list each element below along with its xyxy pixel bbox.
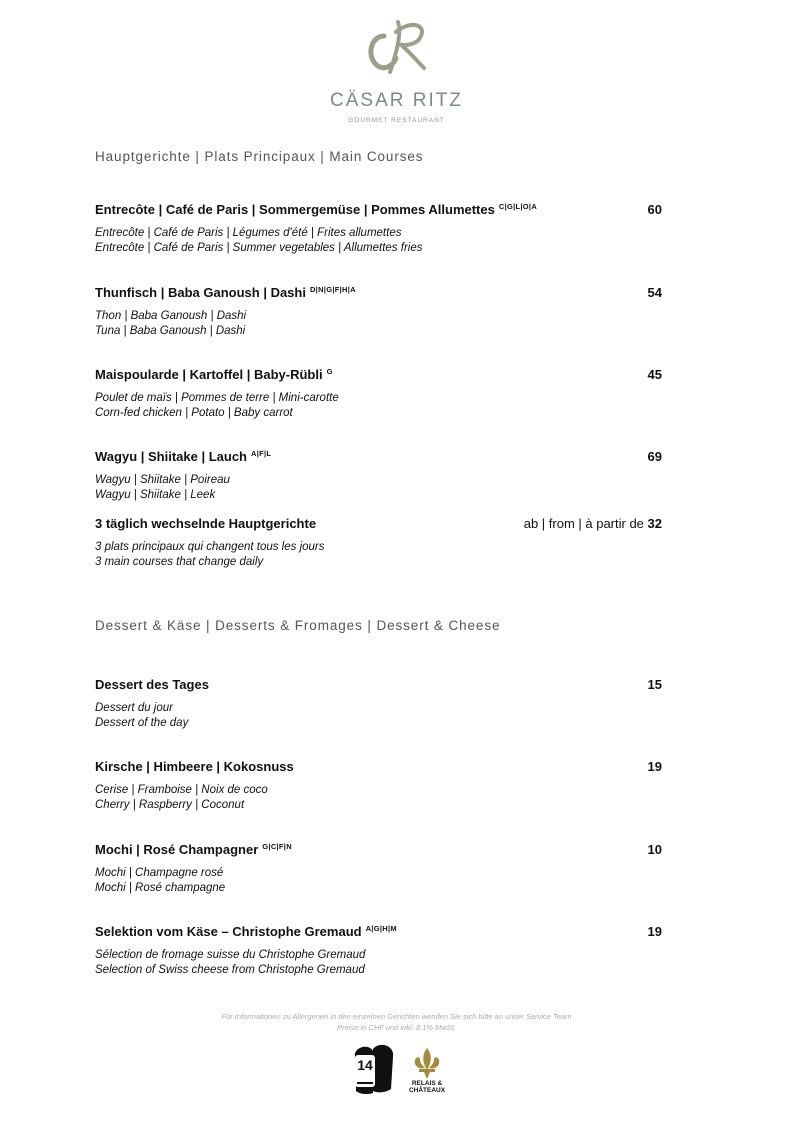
item-description bbox=[95, 540, 662, 570]
item-name: Dessert des Tages bbox=[95, 677, 209, 692]
item-name: 3 täglich wechselnde Hauptgerichte bbox=[95, 516, 317, 531]
fleur-de-lis-icon bbox=[404, 1046, 450, 1080]
item-name: Maispoularde | Kartoffel | Baby-Rübli $^G$ bbox=[95, 367, 333, 382]
item-description-en: Wagyu | Shiitake | Leek bbox=[95, 489, 216, 501]
menu-item bbox=[95, 677, 662, 731]
item-description-en: Selection of Swiss cheese from Christophe Gremaud bbox=[95, 964, 365, 976]
brand-name: CÄSAR RITZ bbox=[330, 90, 463, 111]
item-description bbox=[95, 948, 662, 978]
menu-item bbox=[95, 842, 662, 896]
menu-item bbox=[95, 285, 662, 339]
item-description-en: Entrecôte | Café de Paris | Summer vegetables | Allumettes fries bbox=[95, 242, 423, 254]
brand-subtitle: GOURMET RESTAURANT bbox=[348, 117, 445, 124]
item-price: 19 bbox=[647, 924, 662, 939]
allergen-note: Für Informationen zu Allergenen in den einzelnen Gerichten wenden Sie sich bitte an unser Service Team bbox=[221, 1012, 572, 1021]
menu-item bbox=[95, 367, 662, 421]
item-name: Wagyu | Shiitake | Lauch $^{A|F|L}$ bbox=[95, 449, 272, 464]
item-price: 69 bbox=[647, 449, 662, 464]
item-price: 45 bbox=[647, 367, 662, 382]
item-description bbox=[95, 473, 662, 503]
menu-item bbox=[95, 202, 662, 256]
item-description bbox=[95, 701, 662, 731]
desserts-title: Dessert & Käse | Desserts & Fromages | Dessert & Cheese bbox=[95, 618, 501, 633]
item-description bbox=[95, 226, 662, 256]
item-price: 15 bbox=[647, 677, 662, 692]
chef-hat-badge-icon bbox=[351, 1043, 397, 1095]
allergen-codes: C|G|L|O|A bbox=[498, 202, 538, 211]
item-price: 60 bbox=[647, 202, 662, 217]
menu-item bbox=[95, 449, 662, 503]
menu-item bbox=[95, 516, 662, 570]
price-note: Preise in CHF und inkl. 8.1% MwSt. bbox=[337, 1023, 456, 1032]
item-description-en: Mochi | Rosé champagne bbox=[95, 882, 226, 894]
item-price: 10 bbox=[647, 842, 662, 857]
item-description-fr: Dessert du jour bbox=[95, 702, 173, 714]
item-description-en: 3 main courses that change daily bbox=[95, 556, 264, 568]
item-price: 54 bbox=[647, 285, 662, 300]
item-description-en: Cherry | Raspberry | Coconut bbox=[95, 799, 245, 811]
allergen-codes: D|N|G|F|H|A bbox=[309, 285, 356, 294]
allergen-codes: A|F|L bbox=[251, 449, 272, 458]
item-name: Entrecôte | Café de Paris | Sommergemüse | Pommes Allumettes $^{C|G|L|O|A}$ bbox=[95, 202, 538, 217]
item-description-en: Tuna | Baba Ganoush | Dashi bbox=[95, 325, 246, 337]
cr-monogram-logo-icon bbox=[362, 14, 432, 76]
menu-item bbox=[95, 924, 662, 978]
item-description-en: Corn-fed chicken | Potato | Baby carrot bbox=[95, 407, 293, 419]
item-description-fr: Poulet de maïs | Pommes de terre | Mini-carotte bbox=[95, 392, 339, 404]
menu-item bbox=[95, 759, 662, 813]
item-name: Selektion vom Käse – Christophe Gremaud $^{A|G|H|M}$ bbox=[95, 924, 397, 939]
item-description-fr: Entrecôte | Café de Paris | Légumes d'été | Frites allumettes bbox=[95, 227, 402, 239]
item-description bbox=[95, 391, 662, 421]
item-name: Mochi | Rosé Champagner $^{G|C|F|N}$ bbox=[95, 842, 292, 857]
item-description-en: Dessert of the day bbox=[95, 717, 189, 729]
relais-chateaux-badge bbox=[404, 1046, 450, 1096]
allergen-codes: A|G|H|M bbox=[365, 924, 397, 933]
item-description-fr: Sélection de fromage suisse du Christophe Gremaud bbox=[95, 949, 366, 961]
gault-millau-points: 14 bbox=[357, 1057, 373, 1073]
allergen-codes: G|C|F|N bbox=[262, 842, 292, 851]
relais-chateaux-label: RELAIS & CHÂTEAUX bbox=[408, 1080, 446, 1094]
item-description bbox=[95, 866, 662, 896]
item-price: ab | from | à partir de 32 bbox=[523, 516, 662, 531]
item-price: 19 bbox=[647, 759, 662, 774]
item-description-fr: Mochi | Champagne rosé bbox=[95, 867, 224, 879]
item-description-fr: Thon | Baba Ganoush | Dashi bbox=[95, 310, 247, 322]
item-name: Thunfisch | Baba Ganoush | Dashi $^{D|N|G|F|H|A}$ bbox=[95, 285, 356, 300]
item-description-fr: Cerise | Framboise | Noix de coco bbox=[95, 784, 268, 796]
main-courses-title: Hauptgerichte | Plats Principaux | Main Courses bbox=[95, 149, 424, 164]
item-name: Kirsche | Himbeere | Kokosnuss bbox=[95, 759, 294, 774]
item-description-fr: Wagyu | Shiitake | Poireau bbox=[95, 474, 230, 486]
allergen-codes: G bbox=[326, 367, 333, 376]
item-description-fr: 3 plats principaux qui changent tous les jours bbox=[95, 541, 325, 553]
item-description bbox=[95, 783, 662, 813]
item-description bbox=[95, 309, 662, 339]
